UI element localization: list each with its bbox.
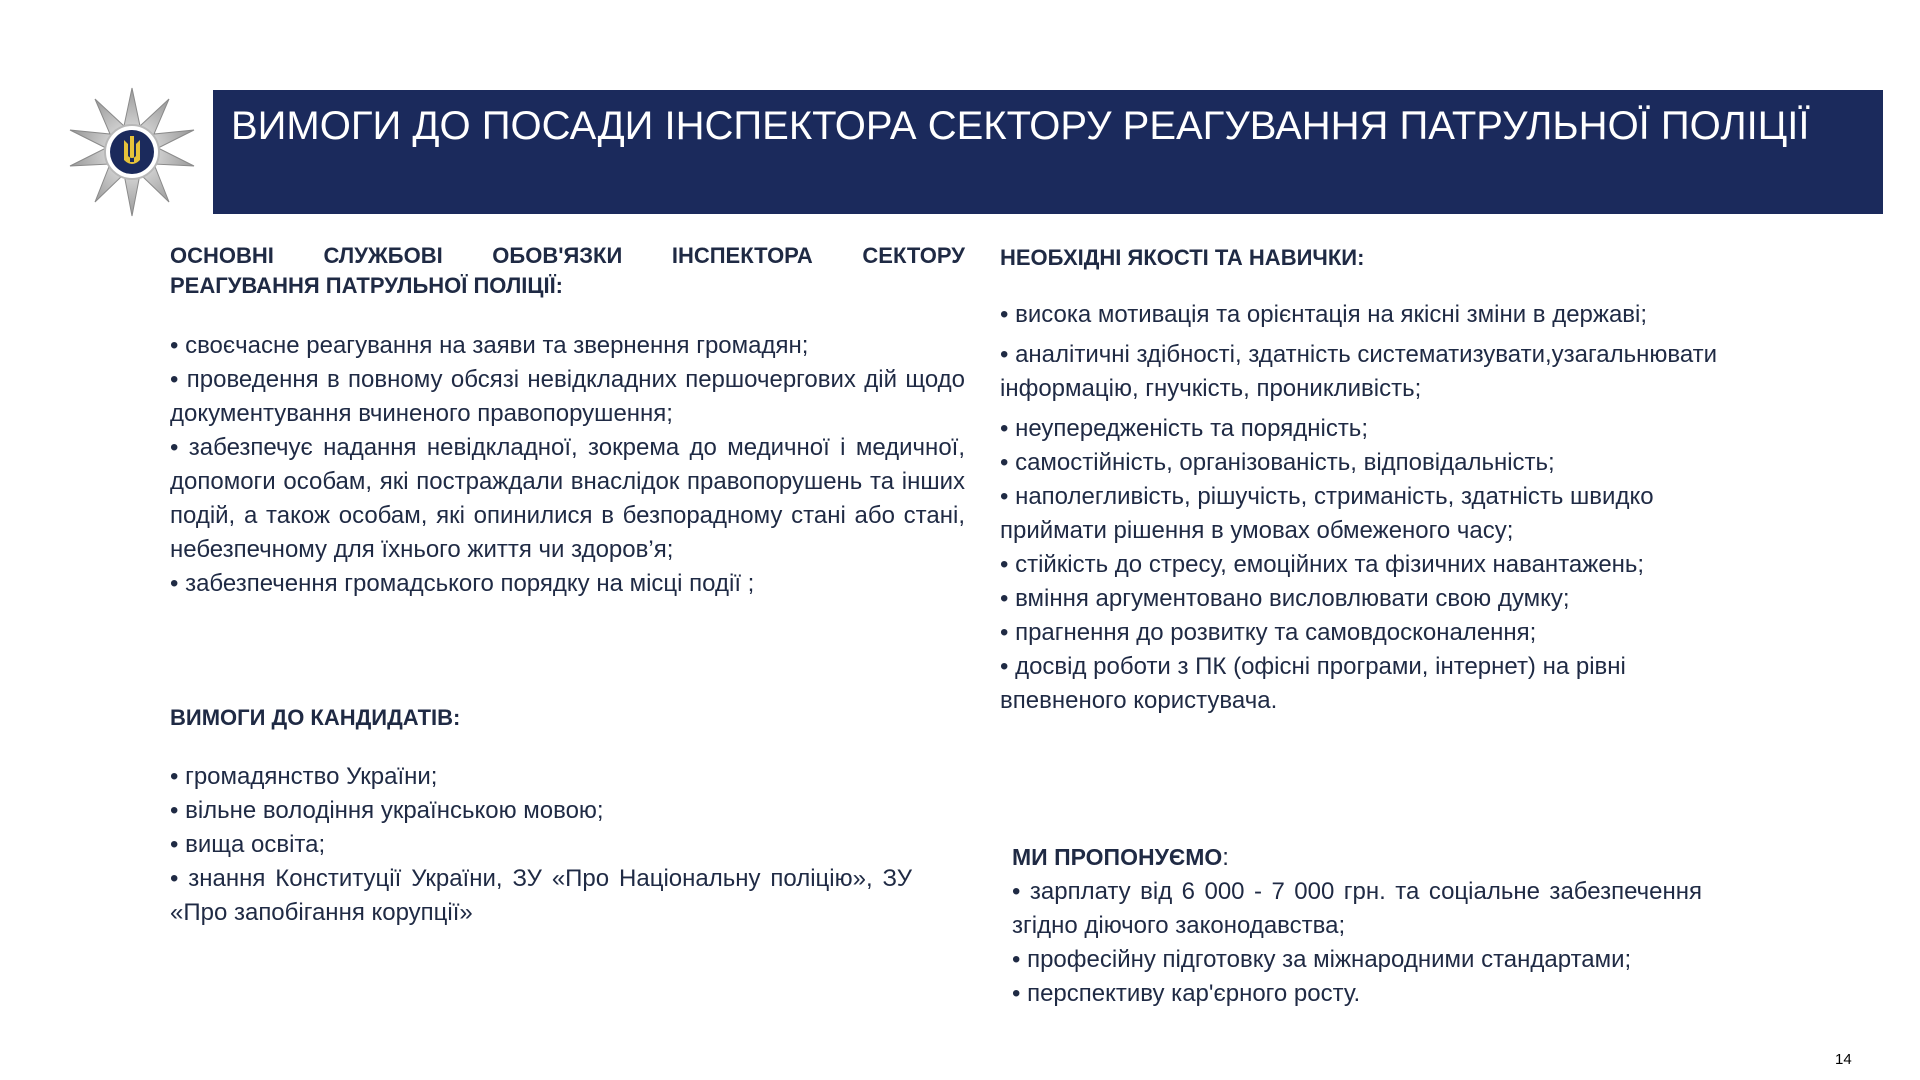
list-item: • прагнення до розвитку та самовдосконалення; xyxy=(1000,619,1537,646)
list-item: • забезпечує надання невідкладної, зокрема до медичної і медичної, допомоги особам, які постраждали внаслідок правопорушень та інших подій, а також особам, які опинилися в безпорадному стані або стані, небезпечному для їхнього життя чи здоров’я; xyxy=(170,434,965,563)
list-item: • вільне володіння українською мовою; xyxy=(170,797,604,824)
header-bar xyxy=(213,90,1883,214)
list-item: • стійкість до стресу, емоційних та фізичних навантажень; xyxy=(1000,551,1645,578)
list-item: • громадянство України; xyxy=(170,763,438,790)
list-item: • знання Конституції України, ЗУ «Про Національну поліцію», ЗУ «Про запобігання корупції» xyxy=(170,865,912,926)
offer-heading: МИ ПРОПОНУЄМО xyxy=(1012,844,1223,870)
offer-heading-colon: : xyxy=(1222,844,1229,871)
list-item: • зарплату від 6 000 - 7 000 грн. та соціальне забезпечення згідно діючого законодавства; xyxy=(1012,878,1702,939)
list-item: • досвід роботи з ПК (офісні програми, інтернет) на рівні впевненого користувача. xyxy=(1000,653,1626,714)
list-item: • самостійність, організованість, відповідальність; xyxy=(1000,449,1555,476)
duties-heading-line2: РЕАГУВАННЯ ПАТРУЛЬНОЇ ПОЛІЦІЇ: xyxy=(170,273,563,298)
list-item: • проведення в повному обсязі невідкладних першочергових дій щодо документування вчиненого правопорушення; xyxy=(170,366,965,427)
qualities-heading: НЕОБХІДНІ ЯКОСТІ ТА НАВИЧКИ: xyxy=(1000,245,1365,270)
list-item: • наполегливість, рішучість, стриманість, здатність швидко приймати рішення в умовах обмеженого часу; xyxy=(1000,483,1654,544)
list-item: • забезпечення громадського порядку на місці події ; xyxy=(170,570,755,597)
duties-list xyxy=(170,329,965,601)
qualities-list xyxy=(1000,298,1720,718)
list-item: • аналітичні здібності, здатність систематизувати,узагальнювати інформацію, гнучкість, проникливість; xyxy=(1000,341,1718,402)
page-title: ВИМОГИ ДО ПОСАДИ ІНСПЕКТОРА СЕКТОРУ РЕАГУВАННЯ ПАТРУЛЬНОЇ ПОЛІЦІЇ xyxy=(231,104,1810,148)
offer-heading-row xyxy=(1012,840,1702,875)
duties-heading-line1: ОСНОВНІ СЛУЖБОВІ ОБОВ'ЯЗКИ ІНСПЕКТОРА СЕКТОРУ xyxy=(170,243,965,268)
page-number: 14 xyxy=(1835,1051,1852,1068)
list-item: • професійну підготовку за міжнародними стандартами; xyxy=(1012,946,1632,973)
list-item: • висока мотивація та орієнтація на якісні зміни в державі; xyxy=(1000,301,1648,328)
candidates-heading: ВИМОГИ ДО КАНДИДАТІВ: xyxy=(170,705,461,730)
list-item: • вміння аргументовано висловлювати свою думку; xyxy=(1000,585,1570,612)
list-item: • неупередженість та порядність; xyxy=(1000,415,1368,442)
duties-heading xyxy=(170,241,965,301)
police-star-emblem-icon xyxy=(66,86,198,218)
list-item: • своєчасне реагування на заяви та звернення громадян; xyxy=(170,332,809,359)
list-item: • вища освіта; xyxy=(170,831,326,858)
candidates-list xyxy=(170,760,912,930)
list-item: • перспективу кар'єрного росту. xyxy=(1012,980,1361,1007)
offer-block xyxy=(1012,840,1702,1011)
